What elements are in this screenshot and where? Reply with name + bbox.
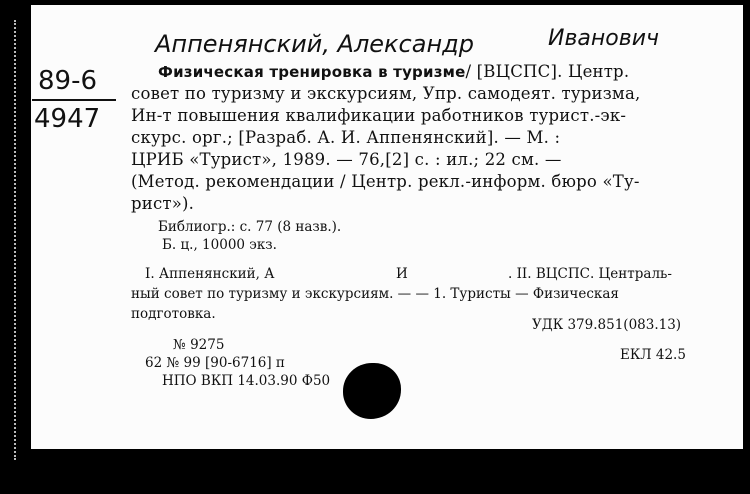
shelfmark-top: 89-6 xyxy=(38,66,98,96)
description-line-5: ЦРИБ «Турист», 1989. — 76,[2] с. : ил.; 22 см. — xyxy=(131,150,562,169)
responsibility: / [ВЦСПС]. Центр. xyxy=(465,62,630,81)
description-line-1 xyxy=(158,62,629,81)
tracing-line-1c: . II. ВЦСПС. Централь- xyxy=(508,266,672,282)
shelfmark-divider xyxy=(32,99,116,101)
ekl-code: ЕКЛ 42.5 xyxy=(620,347,686,363)
shelfmark-bottom: 4947 xyxy=(34,104,101,134)
printer-info: НПО ВКП 14.03.90 Ф50 xyxy=(162,373,331,389)
tracing-line-3: подготовка. xyxy=(131,306,216,322)
tracing-line-1a: I. Аппенянский, А xyxy=(145,266,275,282)
description-line-6: (Метод. рекомендации / Центр. рекл.-информ. бюро «Ту- xyxy=(131,172,640,191)
description-line-4: скурс. орг.; [Разраб. А. И. Аппенянский]. — М. : xyxy=(131,128,561,147)
handwritten-author-name: Аппенянский, Александр xyxy=(155,30,474,58)
order-info: 62 № 99 [90-6716] п xyxy=(145,355,285,371)
handwritten-patronymic: Иванович xyxy=(548,26,660,51)
perforated-edge xyxy=(14,20,24,460)
description-line-7: рист»). xyxy=(131,194,195,213)
price-note: Б. ц., 10000 экз. xyxy=(162,237,277,253)
tracing-line-2: ный совет по туризму и экскурсиям. — — 1. Туристы — Физическая xyxy=(131,286,619,302)
tracing-line-1b: И xyxy=(396,266,408,282)
card-number: № 9275 xyxy=(173,337,225,353)
description-line-3: Ин-т повышения квалификации работников турист.-эк- xyxy=(131,106,627,125)
description-line-2: совет по туризму и экскурсиям, Упр. самодеят. туризма, xyxy=(131,84,641,103)
book-title: Физическая тренировка в туризме xyxy=(158,63,466,81)
bibliography-note: Библиогр.: с. 77 (8 назв.). xyxy=(158,219,342,235)
udc-code: УДК 379.851(083.13) xyxy=(532,317,682,333)
